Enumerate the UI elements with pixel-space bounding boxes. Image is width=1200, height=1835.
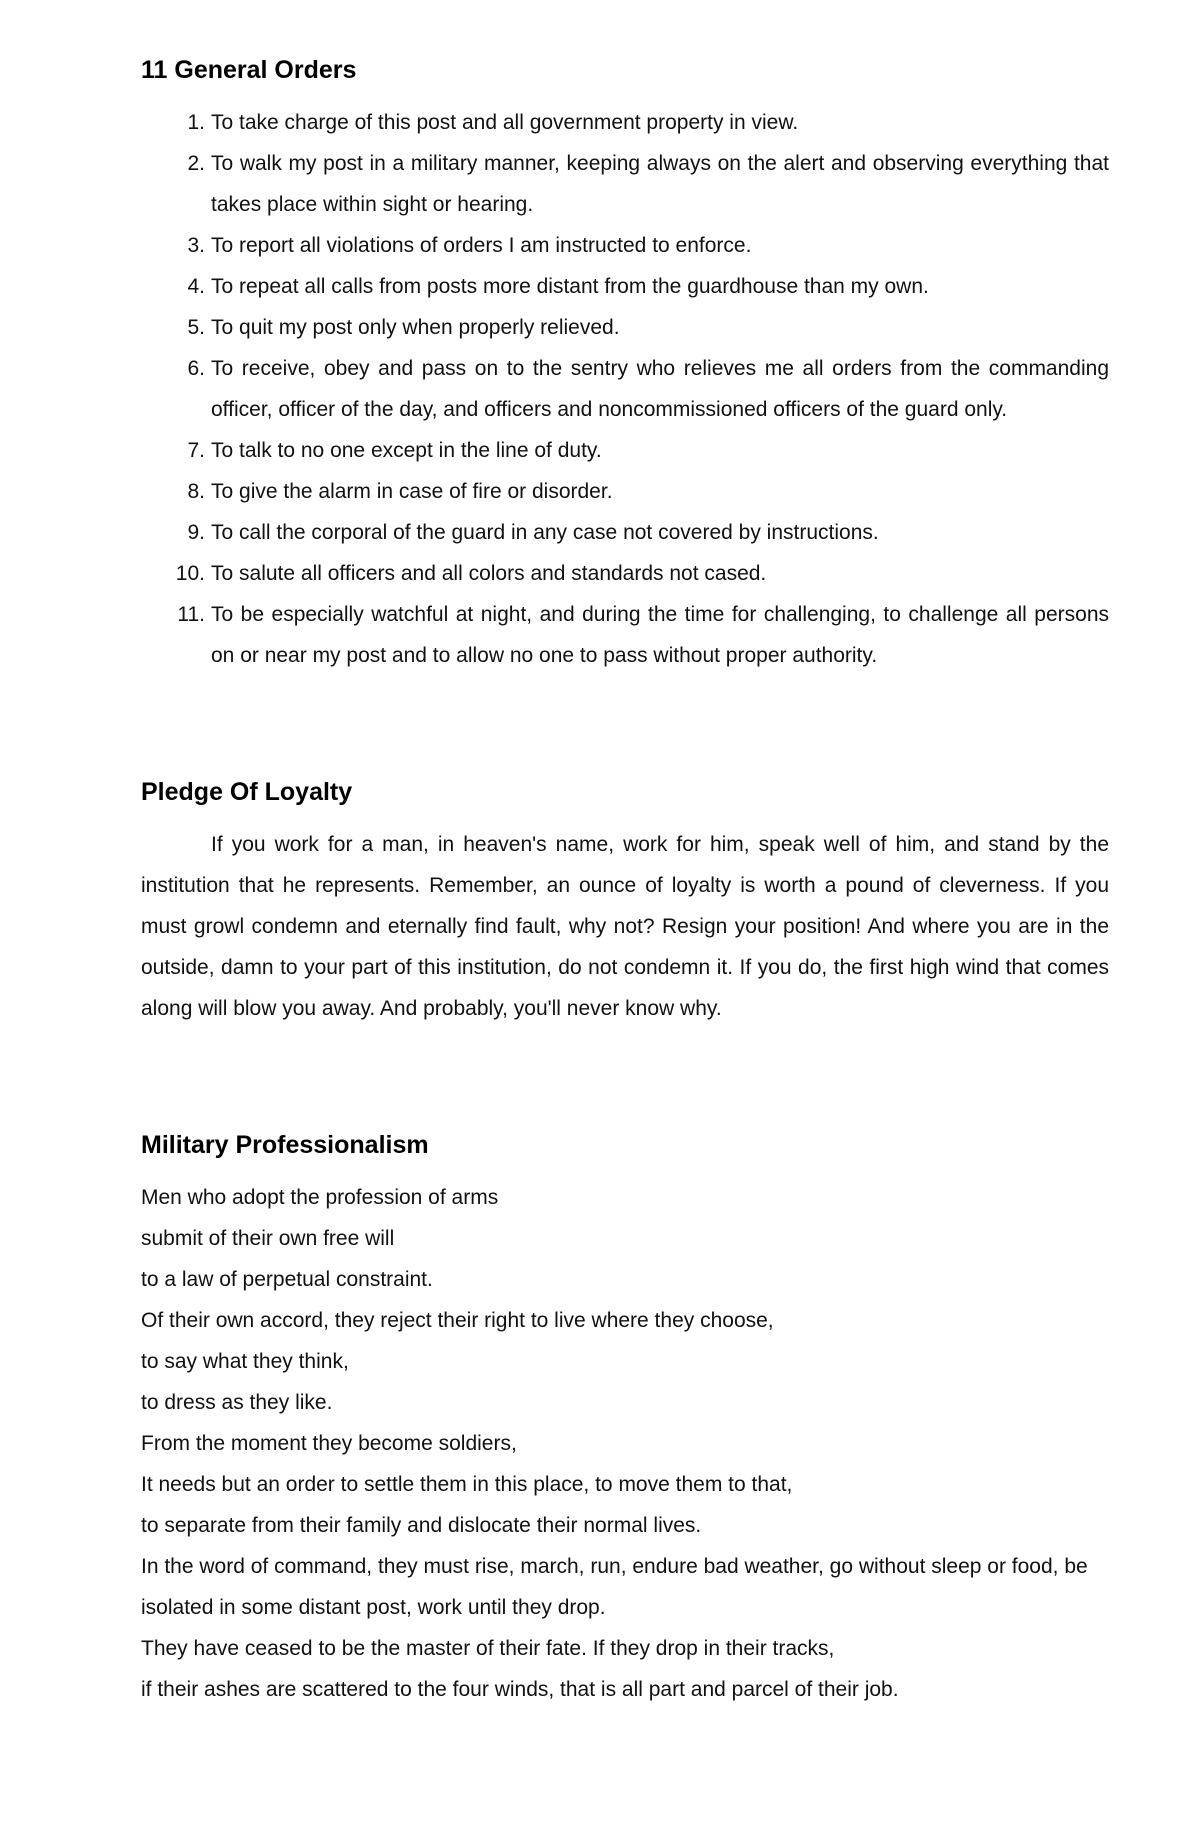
order-text: To report all violations of orders I am instructed to enforce. — [211, 234, 752, 257]
order-number: 7. — [187, 439, 205, 462]
text-line: to a law of perpetual constraint. — [141, 1268, 433, 1291]
general-order-item — [141, 102, 1109, 143]
general-order-item — [141, 266, 1109, 307]
order-text: To call the corporal of the guard in any case not covered by instructions. — [211, 521, 879, 544]
order-text: To be especially watchful at night, and during the time for challenging, to challenge all persons on or near my post and to allow no one to pass without proper authority. — [211, 603, 1109, 667]
text-line: They have ceased to be the master of their fate. If they drop in their tracks, — [141, 1637, 835, 1660]
text-line: submit of their own free will — [141, 1227, 395, 1250]
order-number: 8. — [187, 480, 205, 503]
order-text: To quit my post only when properly relieved. — [211, 316, 620, 339]
pledge-of-loyalty-heading: Pledge Of Loyalty — [141, 778, 353, 806]
order-number: 9. — [187, 521, 205, 544]
order-text: To talk to no one except in the line of duty. — [211, 439, 602, 462]
general-order-item — [141, 594, 1109, 676]
general-order-item — [141, 225, 1109, 266]
general-orders-list — [141, 102, 1109, 676]
order-number: 3. — [187, 234, 205, 257]
text-line: From the moment they become soldiers, — [141, 1432, 517, 1455]
order-number: 1. — [187, 111, 205, 134]
pledge-of-loyalty-paragraph: If you work for a man, in heaven's name, work for him, speak well of him, and stand by the institution that he represents. Remember, an ounce of loyalty is worth a pound of cleverness. If you must growl condemn and eternally find fault, why not? Resign your position! And where you are in the outside, damn to your part of this institution, do not condemn it. If you do, the first high wind that comes along will blow you away. And probably, you'll never know why. — [141, 833, 1109, 1020]
order-text: To take charge of this post and all government property in view. — [211, 111, 799, 134]
general-order-item — [141, 471, 1109, 512]
order-number: 2. — [187, 152, 205, 175]
document-page — [141, 50, 1109, 1710]
order-number: 10. — [175, 562, 205, 585]
text-line: Of their own accord, they reject their right to live where they choose, — [141, 1309, 774, 1332]
text-line: if their ashes are scattered to the four winds, that is all part and parcel of their job. — [141, 1678, 899, 1701]
text-line: In the word of command, they must rise, march, run, endure bad weather, go without sleep or food, be isolated in some distant post, work until they drop. — [141, 1555, 1088, 1619]
general-order-item — [141, 430, 1109, 471]
order-number: 11. — [177, 603, 205, 626]
general-order-item — [141, 512, 1109, 553]
order-number: 6. — [187, 357, 205, 380]
order-text: To give the alarm in case of fire or disorder. — [211, 480, 613, 503]
general-order-item — [141, 143, 1109, 225]
text-line: It needs but an order to settle them in this place, to move them to that, — [141, 1473, 793, 1496]
text-line: to separate from their family and dislocate their normal lives. — [141, 1514, 702, 1537]
section-spacer — [141, 1029, 1109, 1125]
text-line: to dress as they like. — [141, 1391, 333, 1414]
order-text: To salute all officers and all colors and standards not cased. — [211, 562, 767, 585]
general-order-item — [141, 307, 1109, 348]
order-number: 4. — [187, 275, 205, 298]
order-text: To walk my post in a military manner, keeping always on the alert and observing everything that takes place within sight or hearing. — [211, 152, 1109, 216]
section-spacer — [141, 676, 1109, 772]
order-text: To repeat all calls from posts more distant from the guardhouse than my own. — [211, 275, 929, 298]
general-orders-heading: 11 General Orders — [141, 56, 357, 84]
text-line: to say what they think, — [141, 1350, 349, 1373]
general-order-item — [141, 553, 1109, 594]
general-order-item — [141, 348, 1109, 430]
text-line: Men who adopt the profession of arms — [141, 1186, 499, 1209]
military-professionalism-text — [141, 1177, 1109, 1710]
order-number: 5. — [187, 316, 205, 339]
military-professionalism-heading: Military Professionalism — [141, 1131, 429, 1159]
order-text: To receive, obey and pass on to the sentry who relieves me all orders from the commanding officer, officer of the day, and officers and noncommissioned officers of the guard only. — [211, 357, 1109, 421]
